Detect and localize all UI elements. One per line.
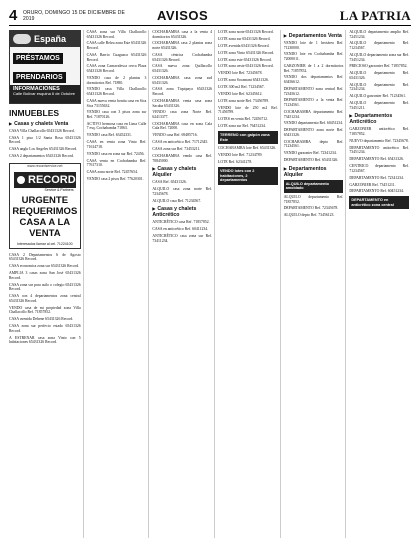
classified-ad: VENDO casa con 3 pisos zona sur Ref. 71870126.: [86, 110, 147, 119]
classified-ad: CASA zona sur Ref. 73453211.: [152, 147, 201, 152]
classified-ad: VENDO lote de 250 m2 Ref. 71456789.: [218, 105, 278, 115]
highlight-ad-3: ALQUILO departamento amoblado: [284, 180, 344, 193]
classified-ad: COCHABAMBA venta casa zona Sacaba 65431326.: [152, 98, 213, 108]
classified-ad: LOTE 300 m2 Ref. 71234567.: [218, 85, 265, 90]
ads-col1b: [9, 253, 81, 345]
record-url: www.recordservice.net: [27, 163, 63, 168]
classified-ad: ALQUILO casa zona norte Ref. 72345678.: [152, 187, 213, 196]
category-casas-venta: ▶ Casas y chalets Venta: [9, 121, 81, 127]
classified-ad: LOTE zona norte Ref. 73456789.: [218, 98, 270, 103]
classified-ad: ANTICRÉTICO casa zona sur Ref. 73411234.: [152, 233, 213, 243]
classified-ad: CASA 2 Departamentos 6 de Agosto 65431326 Record.: [9, 252, 81, 262]
classified-ad: LOTE zona este 65431326 Record.: [218, 57, 272, 62]
classified-ad: CASA 2 departamentos 65431326 Record.: [9, 154, 74, 159]
column-6: [349, 30, 411, 538]
ads-col5b: [284, 195, 344, 218]
page-header: [9, 8, 411, 26]
classified-ad: CASA venta en Cochabamba Ref. 77617310.: [86, 158, 147, 168]
classified-ad: ALQUILO departamento Ref. 71857852.: [283, 194, 344, 204]
classified-ad: COCHABAMBA lote Ref. 65431326.: [218, 146, 277, 151]
record-sub: Service & Partners: [44, 187, 74, 192]
classified-ad: GARZONIER anticrético Ref. 71857852.: [349, 127, 410, 136]
classified-ad: CASA zona sur perfecto estado 65431326 Record.: [9, 324, 81, 333]
ads-col4: [218, 30, 278, 129]
classified-ad: COCHABAMBA depto Ref. 71234561.: [283, 139, 344, 149]
classified-ad: LOTE zona Vinto 65431326 Record.: [218, 50, 275, 55]
banner-title: España: [10, 31, 80, 47]
ads-col2: [87, 30, 147, 182]
classified-ad: COCHABAMBA casa zona sud 65431326.: [152, 75, 213, 85]
classified-ad: DEPARTAMENTO Ref. 65431326.: [283, 158, 339, 163]
classified-ad: ALQUILO depto Ref. 73456123.: [283, 213, 335, 218]
classified-ad: VENDO casa Ref. 63452331.: [86, 133, 132, 138]
classified-ad: GARZONIER Ref. 73451211.: [349, 182, 396, 187]
ads-col6: [349, 30, 409, 110]
classified-ad: GARZONIER de 1 a 2 dormitorios Ref. 71857852.: [283, 63, 344, 73]
banner-subtitle: PRENDARIOS: [13, 72, 66, 83]
classified-ad: VENDO lote de 1 hectárea Ref. 71230000.: [283, 41, 344, 50]
banner-info: [10, 85, 80, 103]
ads-col5: [284, 41, 344, 163]
classified-ad: ALQUILO departamento Ref. 73451211.: [349, 101, 410, 110]
highlight-ad-4: DEPARTAMENTO en anticrético zona central: [349, 196, 409, 209]
classified-ad: CASA nueva zona Quillacollo 65431326.: [152, 64, 213, 74]
highlight-ad-1: VENDO lotes con 2 habitaciones, 2 departamentos: [218, 167, 278, 185]
banner-info-title: INFORMACIONES: [13, 86, 60, 92]
classified-ad: CASA economica zona sur 65431326 Record.: [9, 264, 80, 269]
ads-col1: [9, 129, 81, 159]
column-1: [9, 30, 84, 538]
record-logo: RECORD: [14, 172, 76, 188]
classified-ad: COCHABAMBA casa 2 plantas zona norte 65431326.: [152, 41, 213, 51]
classified-ad: CASA en venta zona Vinto Ref. 71614718.: [86, 140, 147, 149]
classified-ad: VENDO casa Ref. 69485716.: [152, 133, 198, 138]
classified-ad: VENDO casa de mi propiedad zona Villa Challacollo Ref. 71857852.: [9, 305, 81, 315]
banner-ad: [9, 30, 81, 104]
classified-ad: LOTE zona norte 65431326 Record.: [218, 30, 274, 34]
classified-ad: CASA zona sur para asilo o colegio 65431326 Record.: [9, 282, 81, 292]
classified-ad: DEPARTAMENTO a la venta Ref. 71234561.: [283, 98, 344, 108]
record-headline: URGENTE REQUERIMOS CASA A LA VENTA: [12, 194, 78, 239]
classified-ad: ALQUILO departamento amplio Ref. 72451234.: [349, 30, 410, 39]
category-casas-alquiler: ▶ Casas y chalets Alquiler: [152, 166, 212, 178]
ads-col3: [152, 30, 212, 163]
inmuebles-heading: INMUEBLES: [9, 108, 60, 118]
newspaper-brand: LA PATRIA: [339, 7, 411, 23]
classified-ad: ALQUILO departamento zona sur Ref. 73451234.: [349, 52, 410, 62]
classified-ad: LOTES en venta Ref. 72456712.: [218, 117, 268, 122]
classified-ad: DEPARTAMENTO Ref. 60451234.: [349, 189, 404, 194]
ads-col6b: [349, 127, 409, 194]
highlight-ad-2: TERRENO con galpón zona Este: [218, 131, 278, 144]
classified-ad: CASA Barrio Cuaguaca 65431326 Record.: [86, 52, 147, 62]
classified-ad: CASA avenida Dehene 65431326 Record.: [9, 317, 74, 322]
classified-ad: CASA con 4 departamentos zona central 65431326 Record.: [9, 294, 81, 303]
classified-ad: VENDO lote Ref. 71234789.: [218, 153, 263, 158]
classified-ad: COCHABAMBA departamento Ref. 73451234.: [283, 109, 344, 119]
classified-ad: CASA en anticrético Ref. 71712345.: [152, 140, 209, 145]
classified-ad: CASA en anticrético Ref. 60411234.: [152, 227, 209, 232]
classified-ad: LOTE zona oeste 65431326 Record.: [218, 64, 274, 69]
column-4: [218, 30, 281, 538]
ads-col4b: [218, 146, 278, 164]
banner-info-line: Calle Bolívar esquina 6 de Octubre: [13, 90, 76, 96]
classified-ad: VENDO garzonier Ref. 72341234.: [283, 151, 337, 156]
classified-ad: DEPARTAMENTO anticrético Ref. 73451234.: [349, 145, 410, 155]
classified-ad: VENDO casa de 2 plantas 3 dormitorios Ref. 71880.: [86, 75, 147, 85]
ads-col3b: [152, 180, 212, 203]
classified-ad: LOTE zona sur 65431326 Record.: [218, 36, 271, 41]
column-2: [87, 30, 150, 538]
classified-ad: ALQUILO departamento Ref. 65431326.: [349, 71, 410, 80]
classified-ad: DEPARTAMENTO Ref. 72341234.: [349, 175, 404, 180]
classified-ad: LOTE Ref. 62341278.: [218, 160, 253, 165]
category-casas-anticretico: ▶ Casas y chalets Anticrético: [152, 206, 212, 218]
classified-ad: ANTICRÉTICO casa Ref. 71857852.: [152, 220, 210, 225]
classified-ad: VENDO lote en Cochabamba Ref. 72000011.: [283, 52, 344, 62]
category-deptos-alquiler: ▶ Departamentos Alquiler: [284, 166, 344, 178]
record-footer: Interesados llamar al cel. 71224100: [17, 241, 73, 246]
category-deptos-anticretico: ▶ Departamentos Anticrético: [349, 113, 409, 125]
classified-ad: CASA 1 piso 1/2 Santa Rosa 65431326 Record.: [9, 135, 81, 145]
ads-col3c: [152, 220, 212, 243]
banner-tag: PRÉSTAMOS: [13, 53, 63, 64]
classified-ad: VENDO casa en zona sur Ref. 72456.: [86, 151, 145, 156]
logo-icon: [13, 34, 31, 44]
classified-ad: VENDO lote Ref. 72345678.: [218, 71, 263, 76]
classified-ad: NUEVO departamento Ref. 72345678.: [349, 138, 409, 143]
classified-ad: DEPARTAMENTO Ref. 65431326.: [349, 157, 404, 162]
column-3: [152, 30, 215, 538]
classified-ad: AMPLIA 3 casas zona San José 65431326 Record.: [9, 271, 81, 280]
classified-ad: CENTRICO departamento Ref. 71234567.: [349, 164, 410, 173]
classified-ad: CASA anglo Los Angeles 65431326 Record.: [9, 147, 78, 152]
classified-ad: CASA céntrica Cochabamba 65431326 Record.: [152, 52, 213, 62]
classified-ad: CASA zona Carnavalesca cerca Plaza 65431326 Record.: [86, 64, 147, 74]
classified-ad: PRECIOSO garzonier Ref. 71857852.: [349, 64, 408, 69]
classified-ad: LOTE avenida 65431326 Record.: [218, 43, 270, 48]
classified-ad: CASA zona Tiquipaya 65431326 Record.: [152, 87, 213, 97]
classified-ad: LOTE zona sur Ref. 76451234.: [218, 124, 266, 129]
page-number: 4: [9, 7, 18, 24]
classified-ad: VENDO casa Villa Challacollo 65431326 Record.: [86, 87, 147, 97]
classified-ad: CASA zona sur Villa Challacollo 65431326 Record.: [86, 30, 147, 39]
category-deptos-venta: ▶ Departamentos Venta: [284, 33, 344, 39]
classified-ad: ALQUILO departamento Ref. 72341234.: [349, 82, 410, 92]
classified-ad: VENDO dos departamentos Ref. 63456612.: [283, 75, 344, 85]
classified-ad: COCHABAMBA casa en zona Cala Cala Ref. 72000.: [152, 121, 213, 131]
classified-ad: CASA nueva venta bonita casa en Sica Sica 73155632.: [86, 98, 147, 108]
classified-ad: COCHABAMBA vendo casa Ref. 70845000.: [152, 154, 213, 163]
classified-ad: ALQUILO casa Ref. 71234567.: [152, 198, 202, 203]
classified-ad: VENDO casa zona Norte Ref. 62413377.: [152, 110, 213, 119]
classified-ad: COCHABAMBA casa a la venta 4 dormitorios 65431326.: [152, 30, 213, 39]
classified-ad: ALQUILO departamento Ref. 71234567.: [349, 41, 410, 51]
classified-ad: DEPARTAMENTO zona central Ref. 72345612.: [283, 86, 344, 96]
classified-ad: CASA Ref. 65431326.: [152, 180, 187, 185]
classified-ad: DEPARTAMENTO Ref. 72345678.: [283, 206, 339, 211]
classified-ad: ALQUILO garzonier Ref. 71234561.: [349, 94, 406, 99]
classified-ad: CASA zona norte Ref. 72457654.: [86, 170, 138, 175]
classified-ad: ACTIVO hermosa casa en Lima Calle 7 esq. Cochabamba 71863.: [86, 121, 147, 131]
classified-ad: LOTE zona Socamani 65431326.: [218, 78, 269, 83]
classified-ad: CASA Villa Challacollo 65431326 Record.: [9, 129, 75, 133]
classified-ad: VENDO casa 2 pisos Ref. 77620301.: [86, 177, 144, 181]
classified-ad: VENDO departamento Ref. 60451234.: [283, 121, 344, 126]
column-5: [284, 30, 347, 538]
page-date: ORURO, DOMINGO 15 DE DICIEMBRE DE 2019: [23, 9, 125, 22]
classified-ad: DEPARTAMENTO zona norte Ref. 65431326.: [283, 128, 344, 137]
classified-ad: VENDO lote Ref. 62345612.: [218, 92, 263, 97]
section-title: AVISOS: [157, 8, 209, 23]
classified-ad: A ESTRENAR casa zona Vinto con 5 habitaciones 65431326 Record.: [9, 335, 81, 345]
record-ad: [9, 163, 81, 249]
columns: [9, 30, 411, 538]
classified-ad: CASA calle Belzu zona Este 65431326 Record.: [86, 41, 147, 51]
